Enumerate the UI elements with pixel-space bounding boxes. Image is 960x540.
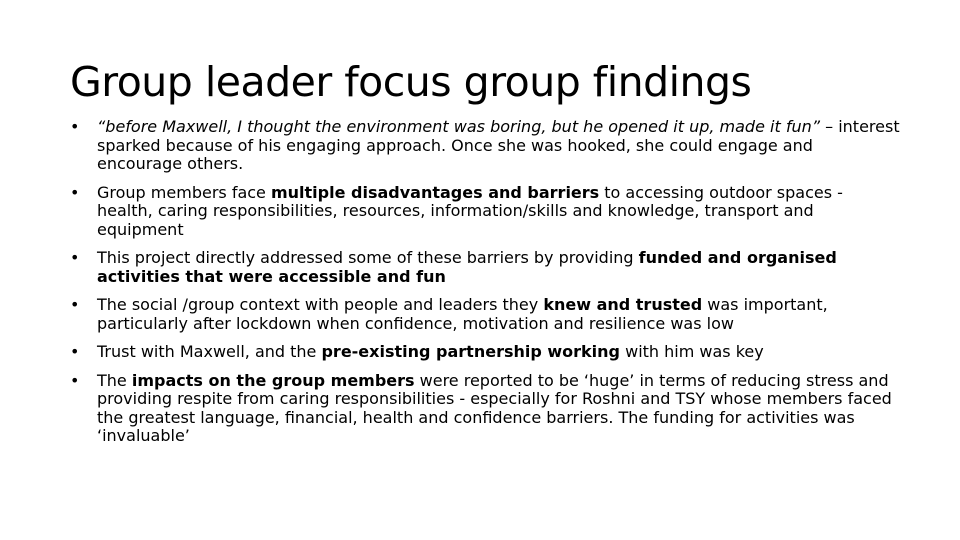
bullet-icon: •	[70, 295, 80, 314]
bullet-item-project	[70, 249, 900, 286]
bullet-text-post: was important, particularly after lockdown when confidence, motivation and resilience was low	[97, 295, 828, 333]
bullet-text-post: were reported to be ‘huge’ in terms of reducing stress and providing respite from caring responsibilities - especially for Roshni and TSY whose members faced the greatest language, financial, health and confidence barriers. The funding for activities was ‘invaluable’	[97, 370, 892, 445]
bullet-text-bold: pre-existing partnership working	[321, 342, 621, 361]
bullet-icon: •	[70, 182, 80, 202]
bullet-text-pre: This project directly addressed some of these barriers by providing	[97, 248, 639, 267]
bullet-item-quote	[70, 118, 900, 174]
bullet-text-bold: multiple disadvantages and barriers	[270, 182, 600, 202]
bullet-text-post: to accessing outdoor spaces - health, caring responsibilities, resources, information/skills and knowledge, transport and equipment	[97, 182, 843, 239]
bullet-icon: •	[70, 342, 80, 361]
bullet-list	[70, 118, 900, 456]
bullet-icon: •	[70, 117, 80, 136]
bullet-text-pre: Trust with Maxwell, and the	[97, 342, 322, 361]
bullet-item-barriers	[70, 184, 900, 240]
bullet-item-trust	[70, 343, 900, 362]
bullet-text-bold: knew and trusted	[543, 295, 703, 314]
bullet-text-pre: The social /group context with people and leaders they	[97, 295, 544, 314]
bullet-text-pre: Group members face	[97, 182, 271, 202]
bullet-text-post: with him was key	[620, 342, 764, 361]
bullet-text: – interest sparked because of his engaging approach. Once she was hooked, she could engage and encourage others.	[97, 117, 900, 173]
bullet-icon: •	[70, 248, 80, 267]
bullet-icon: •	[70, 370, 80, 390]
slide-title: Group leader focus group findings	[70, 58, 752, 106]
bullet-text-bold: impacts on the group members	[131, 370, 415, 390]
bullet-text-pre: The	[97, 370, 132, 390]
bullet-item-impacts	[70, 372, 900, 446]
bullet-quote-text: “before Maxwell, I thought the environment was boring, but he opened it up, made it fun”	[97, 117, 821, 136]
bullet-text-bold: funded and organised activities that were accessible and fun	[97, 248, 837, 286]
bullet-item-social	[70, 296, 900, 333]
